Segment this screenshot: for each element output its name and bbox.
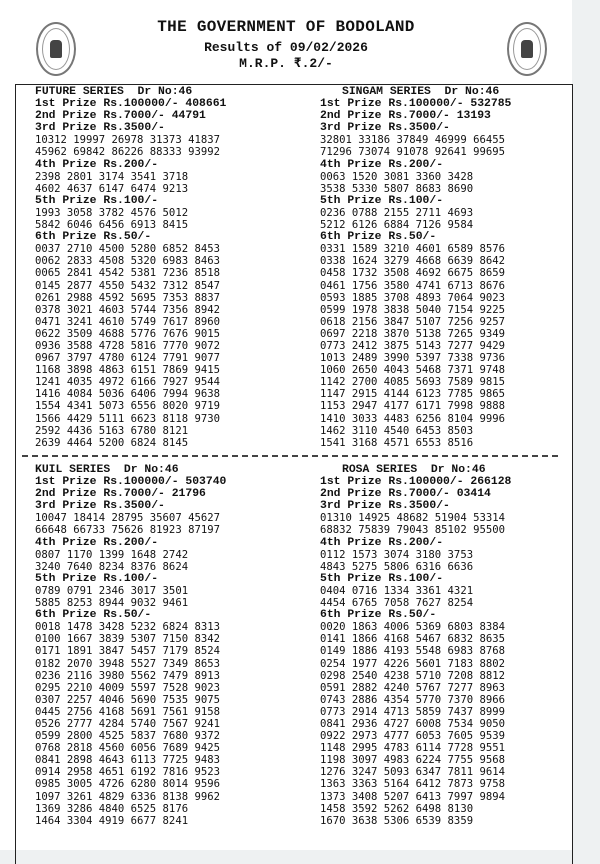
page-title: THE GOVERNMENT OF BODOLAND	[157, 18, 415, 36]
prize-label: 3rd Prize Rs.3500/-	[35, 122, 165, 135]
number-row: 1097 3261 4829 6336 8138 9962	[35, 790, 220, 803]
number-row: 01310 14925 48682 51904 53314	[320, 512, 505, 525]
number-row: 1458 3592 5262 6498 8130	[320, 802, 474, 815]
number-row: 0018 1478 3428 5232 6824 8313	[35, 621, 220, 634]
number-row: 0145 2877 4550 5432 7312 8547	[35, 279, 220, 292]
series-title: FUTURE SERIES Dr No:46	[35, 86, 193, 98]
number-row: 68832 75839 79043 85102 95500	[320, 524, 505, 537]
prize-label: 3rd Prize Rs.3500/-	[320, 500, 450, 513]
number-row: 1416 4084 5036 6406 7994 9638	[35, 388, 220, 401]
number-row: 0149 1886 4193 5548 6983 8768	[320, 645, 505, 658]
number-row: 0807 1170 1399 1648 2742	[35, 548, 189, 561]
number-row: 4602 4637 6147 6474 9213	[35, 182, 189, 195]
number-row: 0338 1624 3279 4668 6639 8642	[320, 255, 505, 268]
number-row: 1554 4341 5073 6556 8020 9719	[35, 400, 220, 413]
prize-label: 6th Prize Rs.50/-	[35, 231, 152, 244]
sheet-header	[0, 0, 572, 82]
first-prize: 1st Prize Rs.100000/- 408661	[35, 98, 227, 111]
prize-label: 5th Prize Rs.100/-	[320, 572, 444, 585]
number-row: 0261 2988 4592 5695 7353 8837	[35, 291, 220, 304]
series-block-future	[35, 86, 226, 449]
number-row: 1363 3363 5164 6412 7873 9758	[320, 778, 505, 791]
second-prize: 2nd Prize Rs.7000/- 21796	[35, 488, 206, 501]
number-row: 0599 1978 3838 5040 7154 9225	[320, 303, 505, 316]
number-row: 0985 3005 4726 6280 8014 9596	[35, 778, 220, 791]
dashed-divider	[22, 455, 558, 457]
number-row: 1198 3097 4983 6224 7755 9568	[320, 754, 505, 767]
number-row: 1464 3304 4919 6677 8241	[35, 814, 189, 827]
number-row: 0936 3588 4728 5816 7770 9072	[35, 339, 220, 352]
number-row: 0065 2841 4542 5381 7236 8518	[35, 267, 220, 280]
number-row: 1013 2489 3990 5397 7338 9736	[320, 352, 505, 365]
second-prize: 2nd Prize Rs.7000/- 13193	[320, 110, 491, 123]
number-row: 66648 66733 75626 81923 87197	[35, 524, 220, 537]
number-row: 2639 4464 5200 6824 8145	[35, 436, 189, 449]
series-block-singam	[320, 86, 511, 449]
number-row: 0591 2882 4240 5767 7277 8963	[320, 681, 505, 694]
number-row: 1060 2650 4043 5468 7371 9748	[320, 364, 505, 377]
number-row: 0697 2218 3870 5138 7265 9349	[320, 327, 505, 340]
number-row: 0062 2833 4508 5320 6983 8463	[35, 255, 220, 268]
number-row: 45962 69842 86226 88333 93992	[35, 146, 220, 159]
number-row: 0063 1520 3081 3360 3428	[320, 170, 474, 183]
prize-label: 6th Prize Rs.50/-	[320, 609, 437, 622]
prize-label: 6th Prize Rs.50/-	[35, 609, 152, 622]
prize-label: 3rd Prize Rs.3500/-	[35, 500, 165, 513]
number-row: 3240 7640 8234 8376 8624	[35, 560, 189, 573]
prize-label: 5th Prize Rs.100/-	[320, 194, 444, 207]
number-row: 0593 1885 3708 4893 7064 9023	[320, 291, 505, 304]
number-row: 0743 2886 4354 5770 7370 8966	[320, 693, 505, 706]
number-row: 1142 2700 4085 5693 7589 9815	[320, 376, 505, 389]
number-row: 0922 2973 4777 6053 7605 9539	[320, 730, 505, 743]
results-date: Results of 09/02/2026	[204, 40, 368, 55]
number-row: 4843 5275 5806 6316 6636	[320, 560, 474, 573]
series-title: ROSA SERIES Dr No:46	[342, 464, 486, 476]
second-prize: 2nd Prize Rs.7000/- 44791	[35, 110, 206, 123]
prize-label: 5th Prize Rs.100/-	[35, 194, 159, 207]
number-row: 0254 1977 4226 5601 7183 8802	[320, 657, 505, 670]
number-row: 0236 2116 3980 5562 7479 8913	[35, 669, 220, 682]
number-row: 0458 1732 3508 4692 6675 8659	[320, 267, 505, 280]
number-row: 1241 4035 4972 6166 7927 9544	[35, 376, 220, 389]
emblem-icon	[507, 22, 547, 76]
number-row: 0298 2540 4238 5710 7208 8812	[320, 669, 505, 682]
number-row: 0618 2156 3847 5107 7256 9257	[320, 315, 505, 328]
number-row: 1369 3286 4840 6525 8176	[35, 802, 189, 815]
number-row: 1147 2915 4144 6123 7785 9865	[320, 388, 505, 401]
prize-label: 3rd Prize Rs.3500/-	[320, 122, 450, 135]
number-row: 0773 2412 3875 5143 7277 9429	[320, 339, 505, 352]
number-row: 0768 2818 4560 6056 7689 9425	[35, 742, 220, 755]
number-row: 5842 6046 6456 6913 8415	[35, 219, 189, 232]
number-row: 3538 5330 5807 8683 8690	[320, 182, 474, 195]
number-row: 0112 1573 3074 3180 3753	[320, 548, 474, 561]
number-row: 0445 2756 4168 5691 7561 9158	[35, 705, 220, 718]
number-row: 0378 3021 4603 5744 7356 8942	[35, 303, 220, 316]
number-row: 1566 4429 5111 6623 8118 9730	[35, 412, 220, 425]
number-row: 1993 3058 3782 4576 5012	[35, 206, 189, 219]
number-row: 0182 2070 3948 5527 7349 8653	[35, 657, 220, 670]
number-row: 0841 2936 4727 6008 7534 9050	[320, 717, 505, 730]
first-prize: 1st Prize Rs.100000/- 266128	[320, 476, 512, 489]
series-title: KUIL SERIES Dr No:46	[35, 464, 179, 476]
number-row: 1541 3168 4571 6553 8516	[320, 436, 474, 449]
number-row: 0599 2800 4525 5837 7680 9372	[35, 730, 220, 743]
number-row: 71296 73074 91078 92641 99695	[320, 146, 505, 159]
number-row: 1373 3408 5207 6413 7997 9894	[320, 790, 505, 803]
number-row: 0789 0791 2346 3017 3501	[35, 584, 189, 597]
number-row: 0141 1866 4168 5467 6832 8635	[320, 633, 505, 646]
number-row: 4454 6765 7058 7627 8254	[320, 597, 474, 610]
number-row: 0471 3241 4610 5749 7617 8960	[35, 315, 220, 328]
number-row: 10047 18414 28795 35607 45627	[35, 512, 220, 525]
series-title: SINGAM SERIES Dr No:46	[342, 86, 500, 98]
number-row: 0236 0788 2155 2711 4693	[320, 206, 474, 219]
number-row: 1462 3110 4540 6453 8503	[320, 424, 474, 437]
number-row: 0307 2257 4046 5690 7535 9075	[35, 693, 220, 706]
first-prize: 1st Prize Rs.100000/- 532785	[320, 98, 512, 111]
series-block-rosa	[320, 464, 511, 827]
prize-label: 4th Prize Rs.200/-	[320, 158, 444, 171]
number-row: 0967 3797 4780 6124 7791 9077	[35, 352, 220, 365]
series-block-kuil	[35, 464, 226, 827]
number-row: 1168 3898 4863 6151 7869 9415	[35, 364, 220, 377]
number-row: 1670 3638 5306 6539 8359	[320, 814, 474, 827]
number-row: 0841 2898 4643 6113 7725 9483	[35, 754, 220, 767]
number-row: 32801 33186 37849 46999 66455	[320, 134, 505, 147]
number-row: 5212 6126 6884 7126 9584	[320, 219, 474, 232]
number-row: 2398 2801 3174 3541 3718	[35, 170, 189, 183]
number-row: 0461 1756 3580 4741 6713 8676	[320, 279, 505, 292]
number-row: 0171 1891 3847 5457 7179 8524	[35, 645, 220, 658]
number-row: 0295 2210 4009 5597 7528 9023	[35, 681, 220, 694]
number-row: 1276 3247 5093 6347 7811 9614	[320, 766, 505, 779]
prize-label: 6th Prize Rs.50/-	[320, 231, 437, 244]
number-row: 0914 2958 4651 6192 7816 9523	[35, 766, 220, 779]
number-row: 1153 2947 4177 6171 7998 9888	[320, 400, 505, 413]
number-row: 10312 19997 26978 31373 41837	[35, 134, 220, 147]
number-row: 1410 3033 4483 6256 8104 9996	[320, 412, 505, 425]
prize-label: 4th Prize Rs.200/-	[35, 158, 159, 171]
number-row: 1148 2995 4783 6114 7728 9551	[320, 742, 505, 755]
number-row: 0404 0716 1334 3361 4321	[320, 584, 474, 597]
number-row: 0331 1589 3210 4601 6589 8576	[320, 243, 505, 256]
number-row: 0773 2914 4713 5859 7437 8999	[320, 705, 505, 718]
number-row: 2592 4436 5163 6780 8121	[35, 424, 189, 437]
first-prize: 1st Prize Rs.100000/- 503740	[35, 476, 227, 489]
number-row: 0100 1667 3839 5307 7150 8342	[35, 633, 220, 646]
number-row: 0020 1863 4006 5369 6803 8384	[320, 621, 505, 634]
number-row: 0037 2710 4500 5280 6852 8453	[35, 243, 220, 256]
mrp-price: M.R.P. ₹.2/-	[239, 56, 333, 71]
prize-label: 4th Prize Rs.200/-	[320, 536, 444, 549]
number-row: 0622 3509 4688 5776 7676 9015	[35, 327, 220, 340]
prize-label: 5th Prize Rs.100/-	[35, 572, 159, 585]
number-row: 5885 8253 8944 9032 9461	[35, 597, 189, 610]
prize-label: 4th Prize Rs.200/-	[35, 536, 159, 549]
second-prize: 2nd Prize Rs.7000/- 03414	[320, 488, 491, 501]
number-row: 0526 2777 4284 5740 7567 9241	[35, 717, 220, 730]
